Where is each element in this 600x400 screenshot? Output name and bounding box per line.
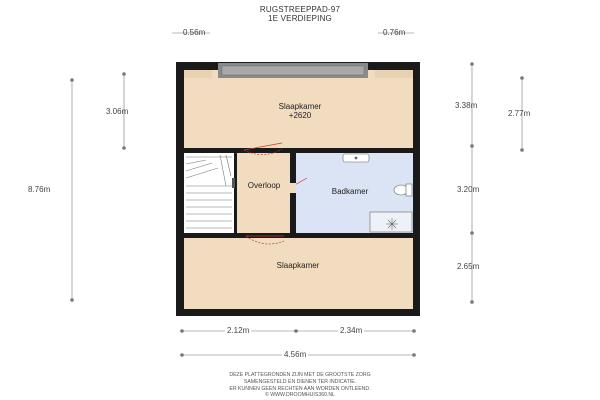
window-right-recess (375, 70, 413, 78)
washbasin-drain (355, 157, 358, 160)
disclaimer-line-2: SAMENGESTELD EN DIENEN TER INDICATIE. (243, 379, 357, 385)
dim-right-lower: 2.65m (457, 262, 480, 271)
stair-rail (232, 178, 235, 188)
floor-title: 1E VERDIEPING (268, 14, 332, 23)
disclaimer-line-1: DEZE PLATTEGRONDEN ZIJN MET DE GROOTSTE ZORG (229, 372, 371, 378)
disclaimer-line-3: ER KUNNEN GEEN RECHTEN AAN WORDEN ONTLEEND. (229, 386, 371, 392)
landing-floor (237, 153, 290, 233)
dim-right-middle: 3.20m (457, 185, 480, 194)
room-label-bedroom-bottom: Slaapkamer (276, 261, 320, 270)
dim-left-upper: 3.06m (106, 107, 129, 116)
room-label-bathroom: Badkamer (331, 187, 369, 196)
address-title: RUGSTREEPPAD-97 (259, 5, 341, 14)
room-label-landing: Overloop (247, 181, 281, 190)
toilet-tank (406, 184, 412, 196)
dim-right-upper-inner: 2.77m (508, 109, 531, 118)
room-label-bedroom-top: Slaapkamer (278, 102, 322, 111)
dim-top-left: 0.56m (183, 28, 206, 37)
dim-left-total: 8.76m (28, 185, 51, 194)
room-label-height: +2620 (288, 111, 312, 120)
bedroom-bottom-floor (184, 238, 413, 309)
dim-top-right: 0.76m (383, 28, 406, 37)
dim-bottom-right: 2.34m (340, 326, 363, 335)
dim-bottom-total: 4.56m (284, 350, 307, 359)
shower-tray (370, 212, 412, 232)
window-top-inner (222, 66, 364, 75)
website-credit: © WWW.DROOMHUIS360.NL (264, 392, 336, 398)
dim-bottom-left: 2.12m (227, 326, 250, 335)
window-left-recess (184, 70, 212, 78)
dim-right-upper: 3.38m (455, 101, 478, 110)
